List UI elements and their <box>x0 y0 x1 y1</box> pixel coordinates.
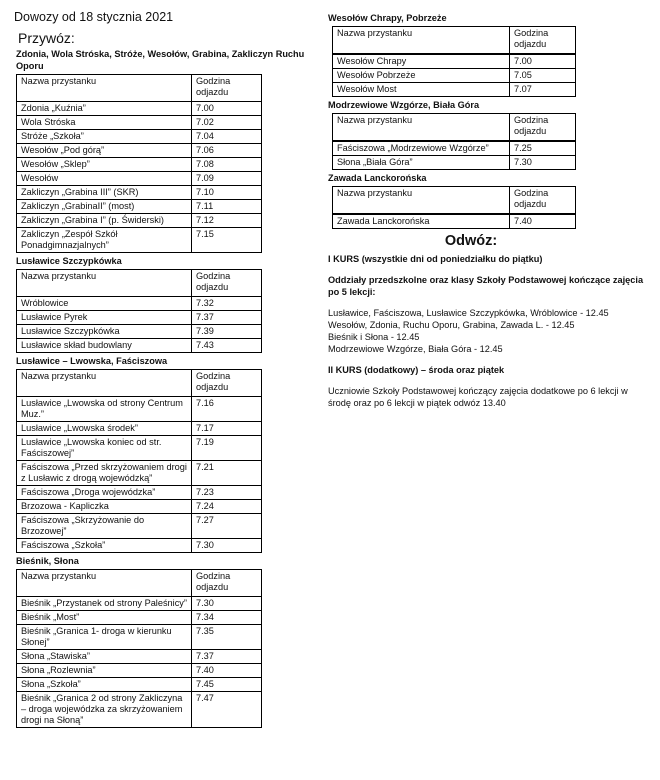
stop-name: Zdonia „Kuźnia” <box>17 102 192 116</box>
stop-name: Zakliczyn „Grabina III” (SKR) <box>17 186 192 200</box>
departure-time: 7.32 <box>192 297 262 311</box>
stops-table <box>16 569 262 728</box>
stop-name: Wróblowice <box>17 297 192 311</box>
stop-name: Faściszowa „Szkoła” <box>17 539 192 553</box>
departure-time: 7.39 <box>192 325 262 339</box>
kurs1-line: Bieśnik i Słona - 12.45 <box>328 332 420 342</box>
stop-name: Bieśnik „Most” <box>17 611 192 625</box>
table-row <box>333 215 576 229</box>
header-departure-time: Godzina odjazdu <box>510 187 576 214</box>
departure-time: 7.30 <box>192 539 262 553</box>
section-title: Bieśnik, Słona <box>16 556 79 566</box>
departure-time: 7.30 <box>192 597 262 611</box>
table-header-row <box>333 27 576 54</box>
right-sections <box>326 12 646 229</box>
stops-table <box>332 26 576 97</box>
departure-time: 7.05 <box>510 69 576 83</box>
stops-table <box>16 269 262 353</box>
table-row <box>17 664 262 678</box>
stop-name: Lusławice skład budowlany <box>17 339 192 353</box>
departure-time: 7.43 <box>192 339 262 353</box>
stop-name: Wesołów Most <box>333 83 510 97</box>
table-row <box>17 130 262 144</box>
table-row <box>17 228 262 253</box>
table-row <box>17 311 262 325</box>
section-title: Zawada Lanckorońska <box>328 173 427 183</box>
table-header-row <box>333 187 576 214</box>
section-title: Lusławice Szczypkówka <box>16 256 122 266</box>
departure-time: 7.00 <box>510 55 576 69</box>
departure-time: 7.17 <box>192 422 262 436</box>
stop-name: Zakliczyn „Zespół Szkół Ponadgimnazjalnych” <box>17 228 192 253</box>
departure-time: 7.04 <box>192 130 262 144</box>
table-row <box>17 625 262 650</box>
stops-table <box>332 113 576 170</box>
departure-time: 7.09 <box>192 172 262 186</box>
table-row <box>333 55 576 69</box>
stop-name: Słona „Biała Góra” <box>333 156 510 170</box>
table-row <box>17 214 262 228</box>
stop-name: Wesołów <box>17 172 192 186</box>
table-row <box>17 597 262 611</box>
stop-name: Faściszowa „Skrzyżowanie do Brzozowej” <box>17 514 192 539</box>
header-departure-time: Godzina odjazdu <box>510 27 576 54</box>
stop-name: Bieśnik „Granica 2 od strony Zakliczyna – droga wojewódzka za skrzyżowaniem drogi na Słoną” <box>17 692 192 728</box>
header-stop-name: Nazwa przystanku <box>17 370 192 397</box>
kurs1-line: Wesołów, Zdonia, Ruchu Oporu, Grabina, Zawada L. - 12.45 <box>328 320 575 330</box>
departure-time: 7.25 <box>510 142 576 156</box>
header-departure-time: Godzina odjazdu <box>510 114 576 141</box>
header-stop-name: Nazwa przystanku <box>17 75 192 102</box>
left-column <box>14 0 314 729</box>
table-row <box>17 158 262 172</box>
departure-time: 7.06 <box>192 144 262 158</box>
table-header-row <box>17 370 262 397</box>
stop-name: Lusławice „Lwowska koniec od str. Faściszowej” <box>17 436 192 461</box>
table-row <box>17 461 262 486</box>
stop-name: Słona „Rozlewnia” <box>17 664 192 678</box>
departure-time: 7.30 <box>510 156 576 170</box>
section-title: Lusławice – Lwowska, Faściszowa <box>16 356 168 366</box>
table-row <box>17 172 262 186</box>
stop-name: Wesołów Pobrzeże <box>333 69 510 83</box>
stop-name: Wesołów „Pod górą” <box>17 144 192 158</box>
stop-name: Lusławice „Lwowska od strony Centrum Muz.” <box>17 397 192 422</box>
section-title: Modrzewiowe Wzgórze, Biała Góra <box>328 100 480 110</box>
stops-table <box>332 186 576 229</box>
departure-time: 7.24 <box>192 500 262 514</box>
table-row <box>17 325 262 339</box>
departure-time: 7.40 <box>510 215 576 229</box>
stop-name: Zakliczyn „Grabina I” (p. Świderski) <box>17 214 192 228</box>
stop-name: Zawada Lanckorońska <box>333 215 510 229</box>
stop-name: Wola Stróska <box>17 116 192 130</box>
kurs1-heading: I KURS (wszystkie dni od poniedziałku do piątku) <box>328 254 543 264</box>
table-row <box>333 142 576 156</box>
departure-time: 7.00 <box>192 102 262 116</box>
stop-name: Wesołów „Sklep” <box>17 158 192 172</box>
table-header-row <box>17 570 262 597</box>
departure-time: 7.15 <box>192 228 262 253</box>
table-header-row <box>17 75 262 102</box>
departure-time: 7.37 <box>192 311 262 325</box>
page-title: Dowozy od 18 stycznia 2021 <box>14 10 174 24</box>
stop-name: Lusławice Pyrek <box>17 311 192 325</box>
table-row <box>17 102 262 116</box>
kurs1-note: Oddziały przedszkolne oraz klasy Szkoły Podstawowej kończące zajęcia po 5 lekcji: <box>328 275 644 297</box>
table-row <box>17 650 262 664</box>
departure-time: 7.07 <box>510 83 576 97</box>
stops-table <box>16 74 262 253</box>
table-row <box>17 116 262 130</box>
header-departure-time: Godzina odjazdu <box>192 270 262 297</box>
departure-time: 7.40 <box>192 664 262 678</box>
table-row <box>17 297 262 311</box>
przywoz-heading: Przywóz: <box>18 30 75 46</box>
kurs2-text: Uczniowie Szkoły Podstawowej kończący zajęcia dodatkowe po 6 lekcji w środę oraz po 6 lekcji w piątek odwóz 13.40 <box>328 386 628 408</box>
departure-time: 7.08 <box>192 158 262 172</box>
header-stop-name: Nazwa przystanku <box>333 114 510 141</box>
section-title: Zdonia, Wola Stróska, Stróże, Wesołów, Grabina, Zakliczyn Ruchu Oporu <box>16 49 305 71</box>
stop-name: Faściszowa „Droga wojewódzka” <box>17 486 192 500</box>
header-departure-time: Godzina odjazdu <box>192 570 262 597</box>
table-row <box>17 436 262 461</box>
departure-time: 7.37 <box>192 650 262 664</box>
left-sections <box>14 48 314 728</box>
departure-time: 7.23 <box>192 486 262 500</box>
departure-time: 7.16 <box>192 397 262 422</box>
stop-name: Brzozowa - Kapliczka <box>17 500 192 514</box>
header-stop-name: Nazwa przystanku <box>333 27 510 54</box>
departure-time: 7.02 <box>192 116 262 130</box>
right-column <box>326 0 646 409</box>
departure-time: 7.12 <box>192 214 262 228</box>
stop-name: Stróże „Szkoła” <box>17 130 192 144</box>
table-row <box>17 500 262 514</box>
header-stop-name: Nazwa przystanku <box>333 187 510 214</box>
stop-name: Faściszowa „Przed skrzyżowaniem drogi z Lusławic z drogą wojewódzką” <box>17 461 192 486</box>
stop-name: Bieśnik „Przystanek od strony Paleśnicy” <box>17 597 192 611</box>
stop-name: Słona „Stawiska” <box>17 650 192 664</box>
departure-time: 7.45 <box>192 678 262 692</box>
table-row <box>17 539 262 553</box>
departure-time: 7.11 <box>192 200 262 214</box>
table-row <box>333 156 576 170</box>
stop-name: Lusławice Szczypkówka <box>17 325 192 339</box>
departure-time: 7.27 <box>192 514 262 539</box>
table-row <box>17 186 262 200</box>
table-row <box>17 422 262 436</box>
table-row <box>17 144 262 158</box>
kurs1-line: Modrzewiowe Wzgórze, Biała Góra - 12.45 <box>328 344 503 354</box>
departure-time: 7.10 <box>192 186 262 200</box>
table-row <box>17 486 262 500</box>
stop-name: Słona „Szkoła” <box>17 678 192 692</box>
stops-table <box>16 369 262 553</box>
stop-name: Zakliczyn „GrabinaII” (most) <box>17 200 192 214</box>
header-departure-time: Godzina odjazdu <box>192 75 262 102</box>
header-stop-name: Nazwa przystanku <box>17 570 192 597</box>
table-header-row <box>17 270 262 297</box>
stop-name: Faściszowa „Modrzewiowe Wzgórze” <box>333 142 510 156</box>
stop-name: Lusławice „Lwowska środek” <box>17 422 192 436</box>
kurs2-heading: II KURS (dodatkowy) – środa oraz piątek <box>328 365 505 375</box>
section-title: Wesołów Chrapy, Pobrzeże <box>328 13 447 23</box>
table-row <box>17 200 262 214</box>
table-header-row <box>333 114 576 141</box>
odwoz-heading: Odwóz: <box>444 233 498 249</box>
header-departure-time: Godzina odjazdu <box>192 370 262 397</box>
departure-time: 7.34 <box>192 611 262 625</box>
departure-time: 7.35 <box>192 625 262 650</box>
header-stop-name: Nazwa przystanku <box>17 270 192 297</box>
stop-name: Wesołów Chrapy <box>333 55 510 69</box>
stop-name: Bieśnik „Granica 1- droga w kierunku Słonej” <box>17 625 192 650</box>
departure-time: 7.47 <box>192 692 262 728</box>
departure-time: 7.19 <box>192 436 262 461</box>
table-row <box>17 611 262 625</box>
table-row <box>333 69 576 83</box>
table-row <box>17 692 262 728</box>
table-row <box>17 397 262 422</box>
departure-time: 7.21 <box>192 461 262 486</box>
table-row <box>17 678 262 692</box>
table-row <box>17 514 262 539</box>
kurs1-line: Lusławice, Faściszowa, Lusławice Szczypkówka, Wróblowice - 12.45 <box>328 308 609 318</box>
table-row <box>333 83 576 97</box>
table-row <box>17 339 262 353</box>
